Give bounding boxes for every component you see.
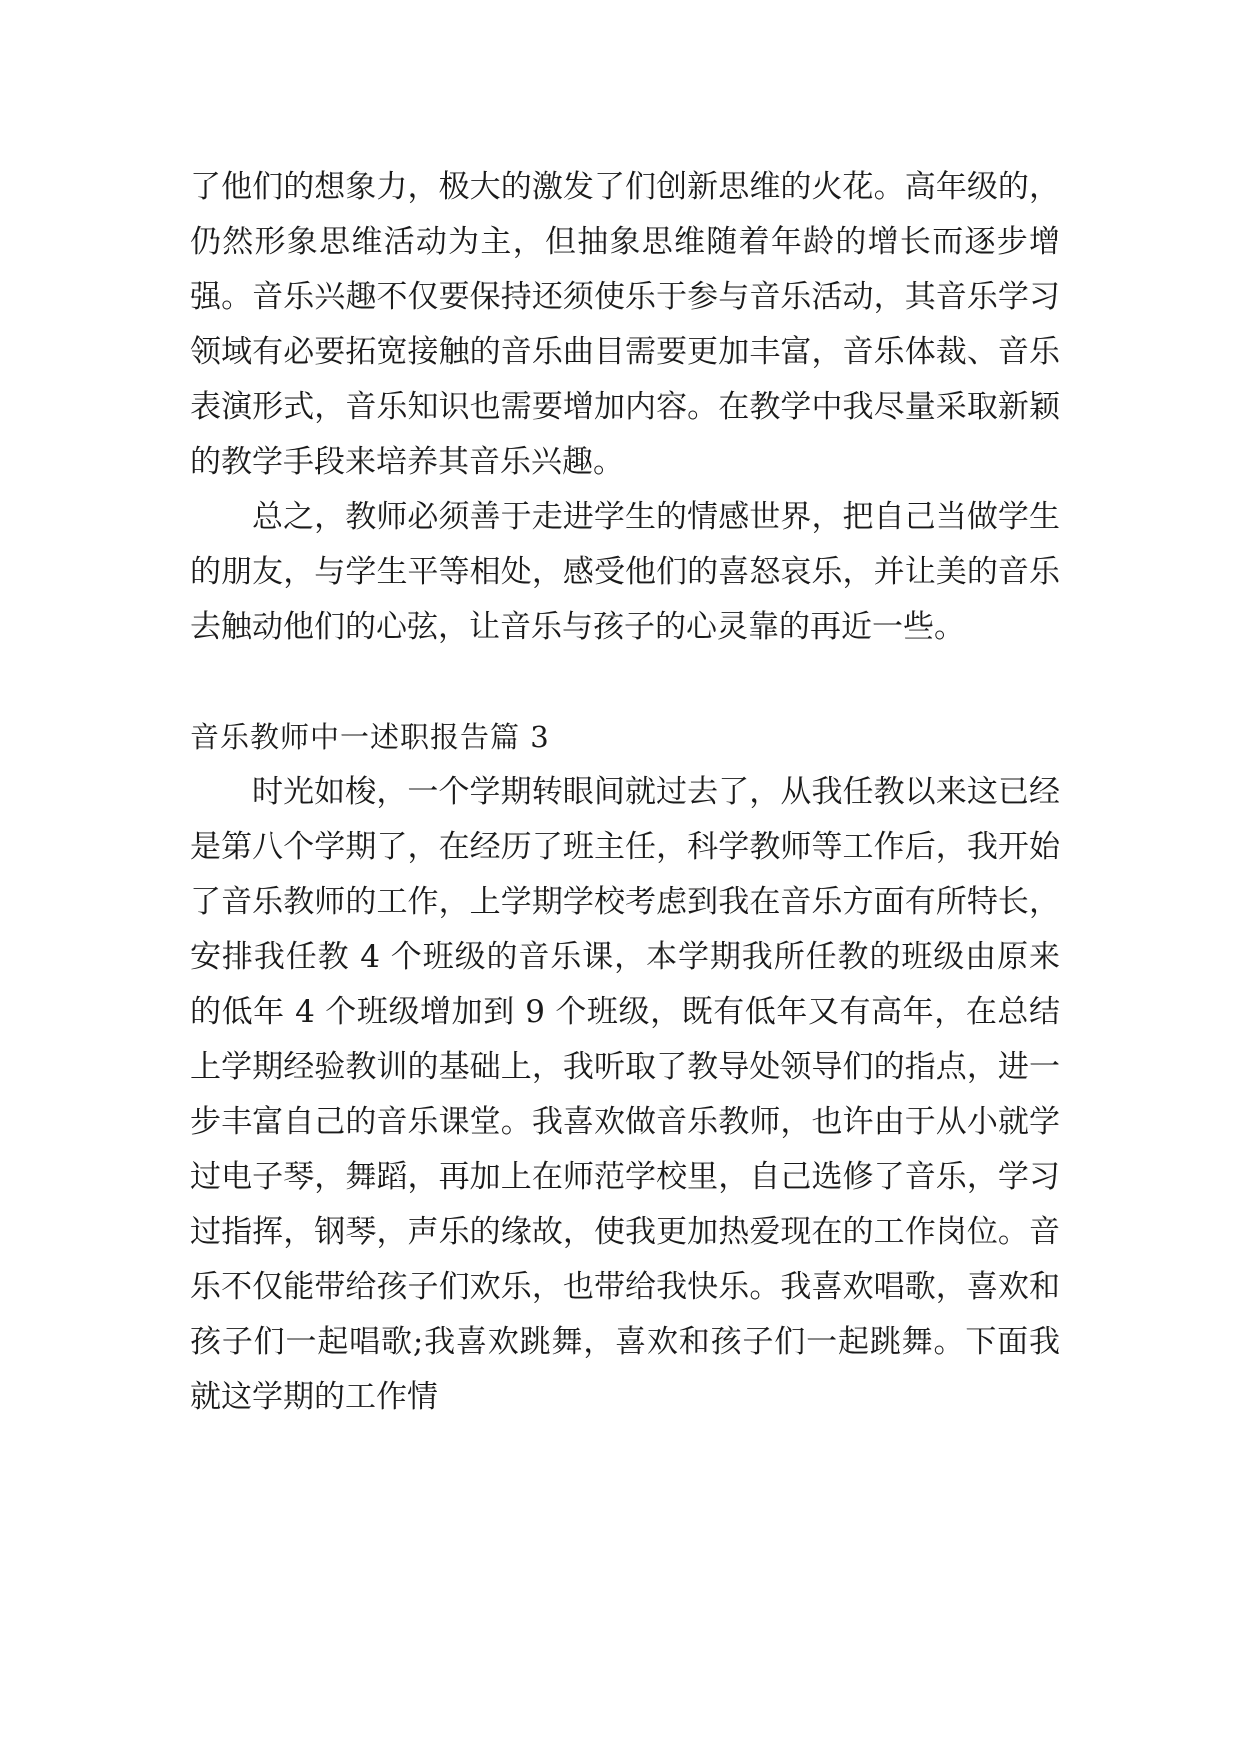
paragraph-imagination: 了他们的想象力，极大的激发了们创新思维的火花。高年级的，仍然形象思维活动为主，但抽象思维随着年龄的增长而逐步增强。音乐兴趣不仅要保持还须使乐于参与音乐活动，其音乐学习领域有必要拓宽接触的音乐曲目需要更加丰富，音乐体裁、音乐表演形式，音乐知识也需要增加内容。在教学中我尽量采取新颖的教学手段来培养其音乐兴趣。 <box>190 169 1060 480</box>
paragraph-conclusion: 总之，教师必须善于走进学生的情感世界，把自己当做学生的朋友，与学生平等相处，感受他们的喜怒哀乐，并让美的音乐去触动他们的心弦，让音乐与孩子的心灵靠的再近一些。 <box>190 499 1060 645</box>
paragraph-report-intro: 时光如梭，一个学期转眼间就过去了，从我任教以来这已经是第八个学期了，在经历了班主任，科学教师等工作后，我开始了音乐教师的工作，上学期学校考虑到我在音乐方面有所特长，安排我任教 4 个班级的音乐课，本学期我所任教的班级由原来的低年 4 个班级增加到 9 个班级，既有低年又有高年，在总结上学期经验教训的基础上，我听取了教导处领导们的指点，进一步丰富自己的音乐课堂。我喜欢做音乐教师，也许由于从小就学过电子琴，舞蹈，再加上在师范学校里，自己选修了音乐，学习过指挥，钢琴，声乐的缘故，使我更加热爱现在的工作岗位。音乐不仅能带给孩子们欢乐，也带给我快乐。我喜欢唱歌，喜欢和孩子们一起唱歌;我喜欢跳舞，喜欢和孩子们一起跳舞。下面我就这学期的工作情 <box>190 774 1060 1415</box>
section-heading: 音乐教师中一述职报告篇 3 <box>190 720 550 754</box>
document-body <box>190 160 1060 1425</box>
